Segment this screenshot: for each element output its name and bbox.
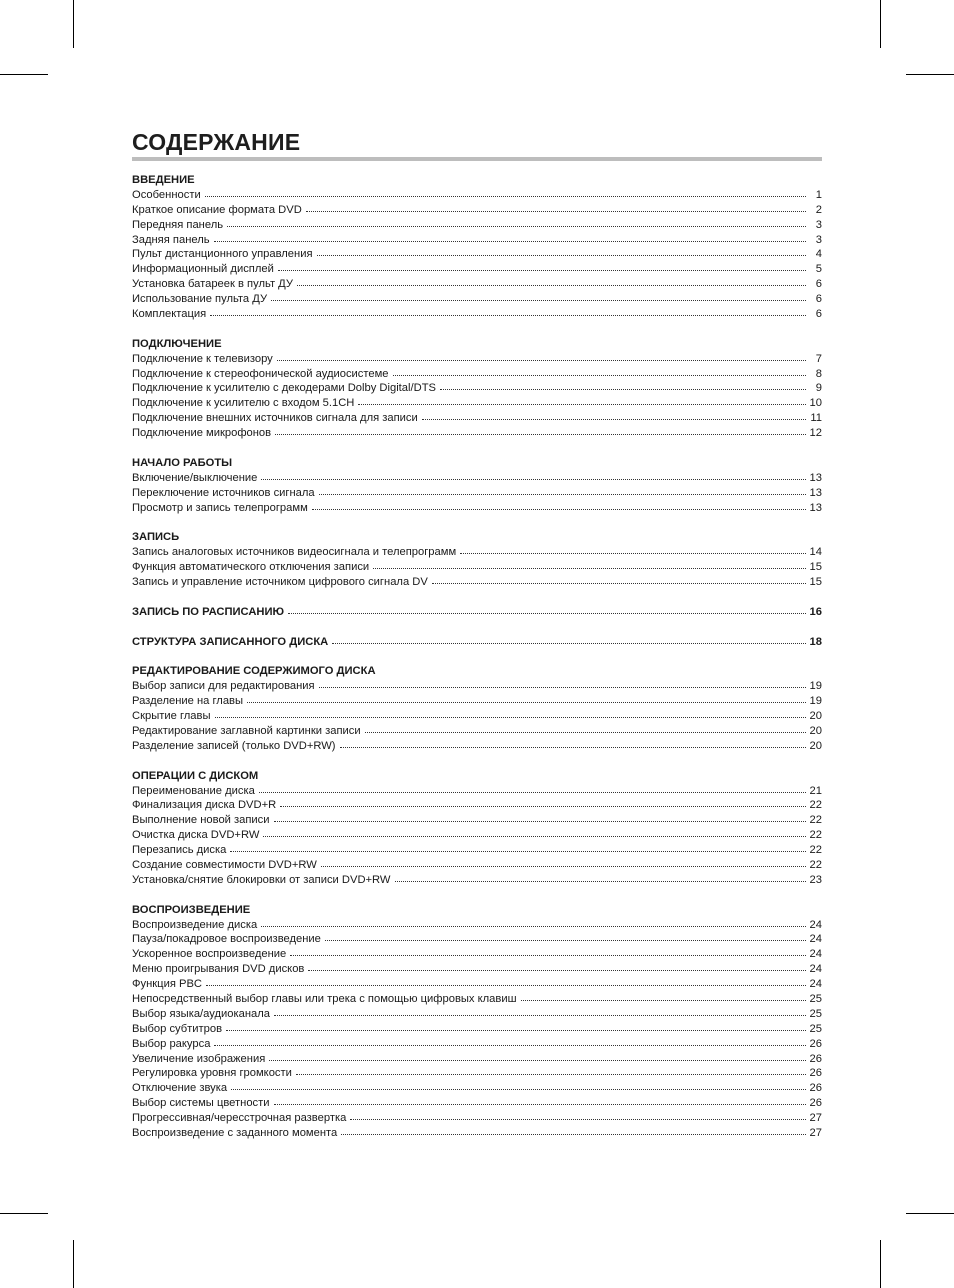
dot-leader <box>275 433 805 435</box>
toc-entry[interactable] <box>132 486 822 501</box>
toc-entry[interactable] <box>132 977 822 992</box>
toc-entry-label: Отключение звука <box>132 1082 228 1095</box>
toc-entry[interactable] <box>132 277 822 292</box>
dot-leader <box>231 1088 805 1090</box>
toc-entry-label: Переименование диска <box>132 784 255 797</box>
page-number: 26 <box>809 1082 822 1095</box>
page-number: 4 <box>815 248 822 261</box>
dot-leader <box>290 954 805 956</box>
toc-entry-label: Создание совместимости DVD+RW <box>132 858 317 871</box>
dot-leader <box>432 582 806 584</box>
toc-entry[interactable] <box>132 709 822 724</box>
toc-section <box>132 635 822 650</box>
dot-leader <box>226 1029 805 1031</box>
section-heading[interactable] <box>132 664 822 679</box>
toc-entry-label: Выбор языка/аудиоканала <box>132 1007 270 1020</box>
toc-entry-label: Редактирование заглавной картинки записи <box>132 724 361 737</box>
toc-entry[interactable] <box>132 947 822 962</box>
toc-entry-label: Запись и управление источником цифрового сигнала DV <box>132 576 428 589</box>
section-heading[interactable] <box>132 605 822 620</box>
dot-leader <box>340 746 806 748</box>
dot-leader <box>319 686 806 688</box>
page-number: 21 <box>809 784 822 797</box>
toc-entry-label: Информационный дисплей <box>132 263 274 276</box>
page-number: 19 <box>809 695 822 708</box>
page-number: 27 <box>809 1127 822 1139</box>
page-number: 9 <box>815 382 822 395</box>
toc-entry-label: Краткое описание формата DVD <box>132 203 302 216</box>
toc-entry-label: Функция PBC <box>132 978 202 991</box>
crop-mark <box>906 1213 954 1214</box>
page-number: 8 <box>815 367 822 380</box>
page-number: 27 <box>809 1112 822 1125</box>
dot-leader <box>261 925 805 927</box>
toc-entry[interactable] <box>132 798 822 813</box>
toc-entry-label: Пауза/покадровое воспроизведение <box>132 933 321 946</box>
page-number: 6 <box>815 278 822 291</box>
crop-mark <box>880 1240 881 1288</box>
toc-entry[interactable] <box>132 1096 822 1111</box>
page-number: 25 <box>809 1007 822 1020</box>
page-number: 26 <box>809 1037 822 1050</box>
dot-leader <box>210 314 806 316</box>
dot-leader <box>395 880 806 882</box>
page-number: 24 <box>809 933 822 946</box>
dot-leader <box>393 374 806 376</box>
dot-leader <box>319 493 806 495</box>
dot-leader <box>263 835 805 837</box>
page-number: 20 <box>809 710 822 723</box>
dot-leader <box>214 1044 805 1046</box>
page-number: 25 <box>809 1022 822 1035</box>
toc-entry-label: Установка/снятие блокировки от записи DVD+RW <box>132 873 391 886</box>
page-number: 12 <box>809 427 822 440</box>
dot-leader <box>332 642 805 644</box>
toc-section <box>132 664 822 753</box>
toc-entry-label: Запись аналоговых источников видеосигнала и телепрограмм <box>132 546 457 559</box>
toc-entry-label: Подключение микрофонов <box>132 427 272 440</box>
section-heading-label: ПОДКЛЮЧЕНИЕ <box>132 337 222 350</box>
page-number: 13 <box>809 471 822 484</box>
toc-entry-label: Разделение на главы <box>132 695 244 708</box>
page-number: 22 <box>809 844 822 857</box>
dot-leader <box>269 1059 805 1061</box>
toc-entry-label: Очистка диска DVD+RW <box>132 829 260 842</box>
toc-entry[interactable] <box>132 962 822 977</box>
toc-entry[interactable] <box>132 411 822 426</box>
toc-entry[interactable] <box>132 381 822 396</box>
toc-entry-label: Функция автоматического отключения записи <box>132 561 370 574</box>
dot-leader <box>277 359 806 361</box>
dot-leader <box>280 805 805 807</box>
dot-leader <box>308 969 805 971</box>
page-number: 10 <box>809 397 822 410</box>
toc-entry-label: Передняя панель <box>132 218 224 231</box>
dot-leader <box>325 939 806 941</box>
page-number: 3 <box>815 218 822 231</box>
section-heading-label: ВОСПРОИЗВЕДЕНИЕ <box>132 903 251 916</box>
toc-entry[interactable] <box>132 679 822 694</box>
page-number: 13 <box>809 501 822 514</box>
page-number: 22 <box>809 858 822 871</box>
title-divider <box>132 157 822 161</box>
toc-section <box>132 173 822 322</box>
toc-entry[interactable] <box>132 1111 822 1126</box>
page-number: 24 <box>809 963 822 976</box>
toc-entry-label: Включение/выключение <box>132 471 258 484</box>
page-number: 13 <box>809 486 822 499</box>
crop-mark <box>880 0 881 48</box>
toc-entry-label: Подключение к стереофонической аудиосистеме <box>132 367 389 380</box>
toc-entry-label: Просмотр и запись телепрограмм <box>132 501 308 514</box>
toc-entry[interactable] <box>132 858 822 873</box>
toc-entry[interactable] <box>132 501 822 516</box>
toc-section <box>132 769 822 888</box>
section-heading-label: ВВЕДЕНИЕ <box>132 174 195 186</box>
toc-entry[interactable] <box>132 545 822 560</box>
dot-leader <box>274 1103 806 1105</box>
toc-entry[interactable] <box>132 426 822 441</box>
page-number: 26 <box>809 1097 822 1110</box>
page-number: 22 <box>809 799 822 812</box>
section-heading[interactable] <box>132 456 822 471</box>
toc-entry-label: Подключение к усилителю с входом 5.1CH <box>132 397 355 410</box>
toc-entry[interactable] <box>132 843 822 858</box>
section-heading-label: РЕДАКТИРОВАНИЕ СОДЕРЖИМОГО ДИСКА <box>132 665 376 678</box>
section-heading[interactable] <box>132 635 822 650</box>
section-heading-label: ЗАПИСЬ ПО РАСПИСАНИЮ <box>132 605 285 618</box>
page-number: 26 <box>809 1067 822 1080</box>
crop-mark <box>0 1213 48 1214</box>
page-number: 15 <box>809 561 822 574</box>
dot-leader <box>350 1118 805 1120</box>
toc-entry-label: Подключение к усилителю с декодерами Dolby Digital/DTS <box>132 382 436 395</box>
page-number: 16 <box>809 605 822 618</box>
toc-entry[interactable] <box>132 233 822 248</box>
page-number: 22 <box>809 814 822 827</box>
dot-leader <box>317 254 806 256</box>
section-heading-label: НАЧАЛО РАБОТЫ <box>132 456 233 469</box>
toc-entry-label: Переключение источников сигнала <box>132 486 315 499</box>
table-of-contents <box>132 173 822 1156</box>
page-number: 15 <box>809 576 822 589</box>
page-number: 14 <box>809 546 822 559</box>
toc-entry-label: Воспроизведение с заданного момента <box>132 1127 338 1139</box>
page-number: 7 <box>815 352 822 365</box>
toc-entry[interactable] <box>132 396 822 411</box>
page-number: 2 <box>815 203 822 216</box>
toc-entry-label: Финализация диска DVD+R <box>132 799 277 812</box>
toc-entry[interactable] <box>132 1126 822 1141</box>
section-heading[interactable] <box>132 530 822 545</box>
toc-entry-label: Установка батареек в пульт ДУ <box>132 278 293 291</box>
dot-leader <box>259 791 806 793</box>
page-title: СОДЕРЖАНИЕ <box>132 129 301 155</box>
toc-section <box>132 337 822 441</box>
page-number: 25 <box>809 992 822 1005</box>
section-heading[interactable] <box>132 769 822 784</box>
toc-section <box>132 605 822 620</box>
section-heading-label: ЗАПИСЬ <box>132 531 180 544</box>
toc-entry-label: Выбор субтитров <box>132 1022 223 1035</box>
toc-entry-label: Пульт дистанционного управления <box>132 248 313 261</box>
dot-leader <box>247 701 806 703</box>
toc-entry[interactable] <box>132 813 822 828</box>
page-number: 24 <box>809 948 822 961</box>
toc-entry[interactable] <box>132 918 822 933</box>
toc-entry-label: Перезапись диска <box>132 844 227 857</box>
toc-section <box>132 530 822 590</box>
toc-entry[interactable] <box>132 873 822 888</box>
section-heading[interactable] <box>132 903 822 918</box>
dot-leader <box>278 269 806 271</box>
page-number: 20 <box>809 739 822 752</box>
page-number: 19 <box>809 680 822 693</box>
toc-entry-label: Увеличение изображения <box>132 1052 266 1065</box>
toc-entry[interactable] <box>132 1052 822 1067</box>
section-heading-label: СТРУКТУРА ЗАПИСАННОГО ДИСКА <box>132 635 329 648</box>
toc-entry-label: Выбор ракурса <box>132 1037 211 1050</box>
toc-entry-label: Выполнение новой записи <box>132 814 270 827</box>
toc-entry-label: Подключение к телевизору <box>132 352 273 365</box>
dot-leader <box>205 195 806 197</box>
toc-entry[interactable] <box>132 262 822 277</box>
toc-entry-label: Подключение внешних источников сигнала для записи <box>132 412 418 425</box>
section-heading[interactable] <box>132 337 822 352</box>
toc-entry-label: Воспроизведение диска <box>132 918 258 931</box>
page-number: 23 <box>809 873 822 886</box>
toc-entry-label: Комплектация <box>132 308 207 321</box>
dot-leader <box>261 478 805 480</box>
dot-leader <box>297 284 806 286</box>
toc-entry[interactable] <box>132 1066 822 1081</box>
toc-entry[interactable] <box>132 992 822 1007</box>
crop-mark <box>73 0 74 48</box>
dot-leader <box>321 865 806 867</box>
toc-entry-label: Особенности <box>132 188 201 201</box>
dot-leader <box>460 552 805 554</box>
dot-leader <box>312 508 806 510</box>
toc-entry-label: Меню проигрывания DVD дисков <box>132 963 305 976</box>
toc-entry-label: Выбор системы цветности <box>132 1097 270 1110</box>
section-heading[interactable] <box>132 173 822 188</box>
dot-leader <box>440 388 806 390</box>
toc-entry-label: Регулировка уровня громкости <box>132 1067 292 1080</box>
toc-entry[interactable] <box>132 1037 822 1052</box>
toc-entry[interactable] <box>132 1081 822 1096</box>
toc-section <box>132 903 822 1141</box>
toc-entry[interactable] <box>132 575 822 590</box>
toc-entry[interactable] <box>132 739 822 754</box>
dot-leader <box>365 731 806 733</box>
dot-leader <box>288 612 805 614</box>
toc-entry[interactable] <box>132 292 822 307</box>
toc-entry-label: Разделение записей (только DVD+RW) <box>132 739 336 752</box>
page-number: 6 <box>815 308 822 321</box>
toc-entry[interactable] <box>132 1007 822 1022</box>
dot-leader <box>341 1133 805 1135</box>
page-number: 24 <box>809 978 822 991</box>
toc-entry[interactable] <box>132 203 822 218</box>
dot-leader <box>230 850 805 852</box>
dot-leader <box>271 299 806 301</box>
toc-entry[interactable] <box>132 784 822 799</box>
dot-leader <box>274 1014 806 1016</box>
toc-entry-label: Использование пульта ДУ <box>132 293 268 306</box>
dot-leader <box>373 567 805 569</box>
toc-entry-label: Задняя панель <box>132 233 210 246</box>
toc-entry[interactable] <box>132 932 822 947</box>
toc-entry[interactable] <box>132 307 822 322</box>
dot-leader <box>214 240 806 242</box>
page-number: 3 <box>815 233 822 246</box>
toc-entry-label: Ускоренное воспроизведение <box>132 948 287 961</box>
dot-leader <box>227 225 806 227</box>
toc-entry-label: Непосредственный выбор главы или трека с помощью цифровых клавиш <box>132 992 517 1005</box>
toc-entry[interactable] <box>132 218 822 233</box>
toc-entry-label: Выбор записи для редактирования <box>132 680 315 693</box>
page-number: 11 <box>810 412 822 425</box>
page-number: 6 <box>815 293 822 306</box>
toc-entry[interactable] <box>132 188 822 203</box>
page-number: 5 <box>815 263 822 276</box>
toc-entry[interactable] <box>132 828 822 843</box>
toc-entry[interactable] <box>132 1022 822 1037</box>
toc-entry[interactable] <box>132 694 822 709</box>
dot-leader <box>358 403 805 405</box>
dot-leader <box>206 984 806 986</box>
toc-section <box>132 456 822 516</box>
section-heading-label: ОПЕРАЦИИ С ДИСКОМ <box>132 769 259 782</box>
dot-leader <box>521 999 806 1001</box>
page-number: 18 <box>809 635 822 648</box>
page-number: 20 <box>809 724 822 737</box>
toc-entry[interactable] <box>132 724 822 739</box>
page-number: 1 <box>815 188 822 201</box>
toc-entry[interactable] <box>132 352 822 367</box>
page-number: 24 <box>809 918 822 931</box>
dot-leader <box>215 716 806 718</box>
page-number: 22 <box>809 829 822 842</box>
dot-leader <box>274 820 806 822</box>
dot-leader <box>306 210 806 212</box>
page-number: 26 <box>809 1052 822 1065</box>
crop-mark <box>73 1240 74 1288</box>
toc-entry[interactable] <box>132 471 822 486</box>
toc-entry[interactable] <box>132 247 822 262</box>
crop-mark <box>906 74 954 75</box>
toc-entry[interactable] <box>132 367 822 382</box>
toc-entry-label: Прогрессивная/чересстрочная развертка <box>132 1112 347 1125</box>
dot-leader <box>422 418 806 420</box>
dot-leader <box>296 1073 806 1075</box>
toc-entry-label: Скрытие главы <box>132 710 211 723</box>
crop-mark <box>0 74 48 75</box>
toc-entry[interactable] <box>132 560 822 575</box>
